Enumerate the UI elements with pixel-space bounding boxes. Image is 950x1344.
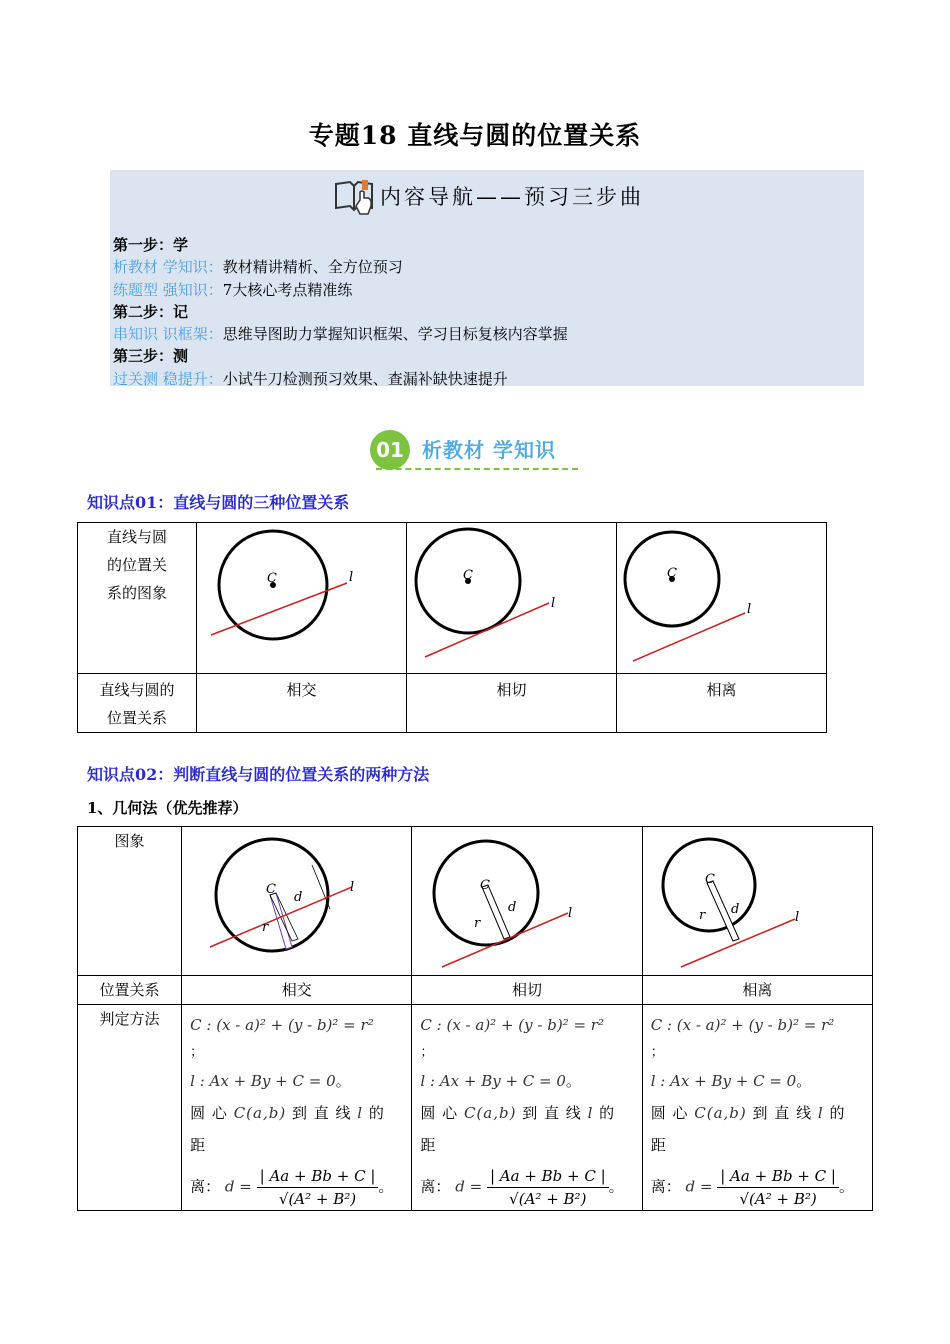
line-symbol: l	[587, 1104, 594, 1122]
nav-step-1: 第一步：学	[113, 236, 189, 254]
line-symbol: l	[357, 1104, 364, 1122]
line-label: l	[551, 596, 556, 611]
kp1-relation-tangent: 相切	[407, 674, 617, 733]
text: 圆 心	[420, 1104, 459, 1122]
semicolon: ；	[650, 1045, 664, 1060]
distance-label: d	[294, 890, 303, 905]
kp2-row-label-relation: 位置关系	[78, 976, 182, 1005]
radius-label: r	[474, 916, 481, 931]
text: 到 直 线	[522, 1104, 582, 1122]
kp1-fig-tangent	[407, 523, 617, 674]
line	[425, 603, 549, 657]
period: 。	[838, 1177, 854, 1196]
line-equation: l : Ax + By + C = 0	[650, 1072, 797, 1090]
separate-diagram	[617, 523, 826, 669]
text: 到 直 线	[752, 1104, 813, 1122]
center-point: C(a,b)	[694, 1104, 747, 1122]
line	[210, 887, 352, 947]
line-symbol: l	[817, 1104, 824, 1122]
intersect-diagram	[197, 523, 406, 669]
center-label: C	[704, 872, 715, 887]
radius-bar	[482, 885, 510, 939]
kp2-fig-tangent	[412, 827, 642, 976]
nav-header	[332, 174, 644, 218]
nav-step-2: 第二步：记	[113, 302, 189, 321]
center-point: C(a,b)	[233, 1104, 287, 1122]
section-label: 析教材 学知识	[422, 438, 556, 462]
kp1-fig-intersect	[197, 523, 407, 674]
text: 离：	[650, 1177, 681, 1196]
circle-equation: C : (x - a)² + (y - b)² = r²	[190, 1016, 374, 1034]
intersect-distance-diagram	[182, 827, 411, 971]
nav-step-3: 第三步：测	[113, 347, 189, 366]
label-line: 位置关系	[106, 709, 167, 727]
text: 圆 心	[650, 1104, 689, 1122]
nav-lines	[113, 234, 568, 390]
line	[211, 583, 347, 635]
distance-formula: $\frac{| Aa + Bb + C |}{\text{√(A² + B²)}}$	[717, 1165, 839, 1210]
period: 。	[796, 1072, 812, 1090]
kp1-heading: 知识点01：直线与圆的三种位置关系	[87, 493, 350, 512]
kp1-row2-label	[78, 674, 197, 733]
circle-equation: C : (x - a)² + (y - b)² = r²	[420, 1016, 604, 1034]
nav-desc: 小试牛刀检测预习效果、查漏补缺快速提升	[222, 369, 508, 388]
kp1-relation-separate: 相离	[617, 674, 827, 733]
period: 。	[335, 1072, 351, 1090]
center-label: C	[463, 568, 473, 583]
line-label: l	[568, 906, 573, 921]
kp2-method-separate	[642, 1005, 872, 1211]
d-symbol: d =	[224, 1177, 252, 1196]
d-symbol: d =	[685, 1177, 713, 1196]
d-symbol: d =	[455, 1177, 483, 1196]
line-label: l	[747, 602, 752, 617]
nav-keyword: 串知识 识框架：	[113, 325, 223, 344]
tangent-diagram	[407, 523, 616, 669]
kp2-method-tangent	[412, 1005, 642, 1211]
nav-desc: 7大核心考点精准练	[222, 280, 353, 299]
semicolon: ；	[190, 1045, 204, 1060]
period: 。	[608, 1177, 624, 1196]
line-equation: l : Ax + By + C = 0	[190, 1072, 336, 1090]
line-label: l	[349, 570, 354, 585]
nav-desc: 思维导图助力掌握知识框架、学习目标复核内容掌握	[222, 325, 568, 344]
kp2-relation-tangent: 相切	[412, 976, 642, 1005]
content-nav-box	[110, 170, 864, 386]
kp1-row1-label	[78, 523, 197, 674]
label-line: 直线与圆	[106, 528, 167, 546]
text: 到 直 线	[291, 1104, 352, 1122]
kp2-relation-separate: 相离	[642, 976, 872, 1005]
page-title: 专题18 直线与圆的位置关系	[308, 121, 642, 150]
radius-label: r	[698, 908, 705, 923]
section-number: 01	[370, 430, 410, 470]
kp1-table	[77, 522, 827, 733]
book-pointer-icon	[332, 176, 376, 216]
text: 离：	[420, 1177, 451, 1196]
center-label: C	[480, 878, 491, 893]
tangent-distance-diagram	[412, 827, 641, 971]
kp2-row-label-figure: 图象	[78, 827, 182, 976]
label-line: 直线与圆的	[99, 681, 175, 699]
distance-label: d	[730, 902, 740, 917]
text: 的 距	[190, 1104, 385, 1154]
kp2-relation-intersect: 相交	[182, 976, 412, 1005]
nav-line-test	[113, 368, 568, 390]
line-label: l	[350, 880, 355, 895]
kp2-subheading: 1、几何法（优先推荐）	[87, 799, 248, 817]
kp2-table	[77, 826, 873, 1211]
kp2-fig-separate	[642, 827, 872, 976]
distance-formula: $\frac{| Aa + Bb + C |}{\text{√(A² + B²)}}$	[257, 1165, 379, 1210]
text: 离：	[190, 1177, 221, 1196]
distance-formula: $\frac{| Aa + Bb + C |}{\text{√(A² + B²)}}$	[487, 1165, 609, 1210]
period: 。	[565, 1072, 581, 1090]
nav-keyword: 析教材 学知识：	[113, 258, 223, 277]
distance-label: d	[508, 900, 517, 915]
kp1-relation-intersect: 相交	[197, 674, 407, 733]
separate-distance-diagram	[643, 827, 872, 971]
kp2-heading: 知识点02：判断直线与圆的位置关系的两种方法	[87, 765, 430, 784]
period: 。	[378, 1177, 394, 1196]
nav-line-learn-1	[113, 256, 568, 278]
nav-keyword: 过关测 稳提升：	[113, 369, 223, 388]
kp1-fig-separate	[617, 523, 827, 674]
center-label: C	[267, 571, 277, 586]
text: 的 距	[650, 1104, 846, 1154]
center-label: C	[667, 566, 677, 581]
text: 的 距	[420, 1104, 616, 1154]
radius-label: r	[262, 920, 269, 935]
section-badge	[370, 428, 580, 472]
kp2-method-intersect	[182, 1005, 412, 1211]
kp2-fig-intersect	[182, 827, 412, 976]
semicolon: ；	[420, 1045, 434, 1060]
line-label: l	[794, 910, 799, 925]
text: 圆 心	[190, 1104, 228, 1122]
nav-heading: 内容导航——预习三步曲	[380, 185, 644, 209]
line-equation: l : Ax + By + C = 0	[420, 1072, 566, 1090]
nav-line-remember	[113, 323, 568, 345]
nav-line-learn-2	[113, 279, 568, 301]
circle-equation: C : (x - a)² + (y - b)² = r²	[650, 1016, 835, 1034]
line	[681, 919, 795, 967]
section-underline	[376, 468, 578, 470]
center-label: C	[266, 882, 277, 897]
label-line: 系的图象	[106, 584, 167, 602]
nav-desc: 教材精讲精析、全方位预习	[222, 258, 403, 277]
nav-keyword: 练题型 强知识：	[113, 280, 223, 299]
kp2-row-label-method: 判定方法	[78, 1005, 182, 1211]
label-line: 的位置关	[106, 556, 167, 574]
center-point: C(a,b)	[463, 1104, 517, 1122]
